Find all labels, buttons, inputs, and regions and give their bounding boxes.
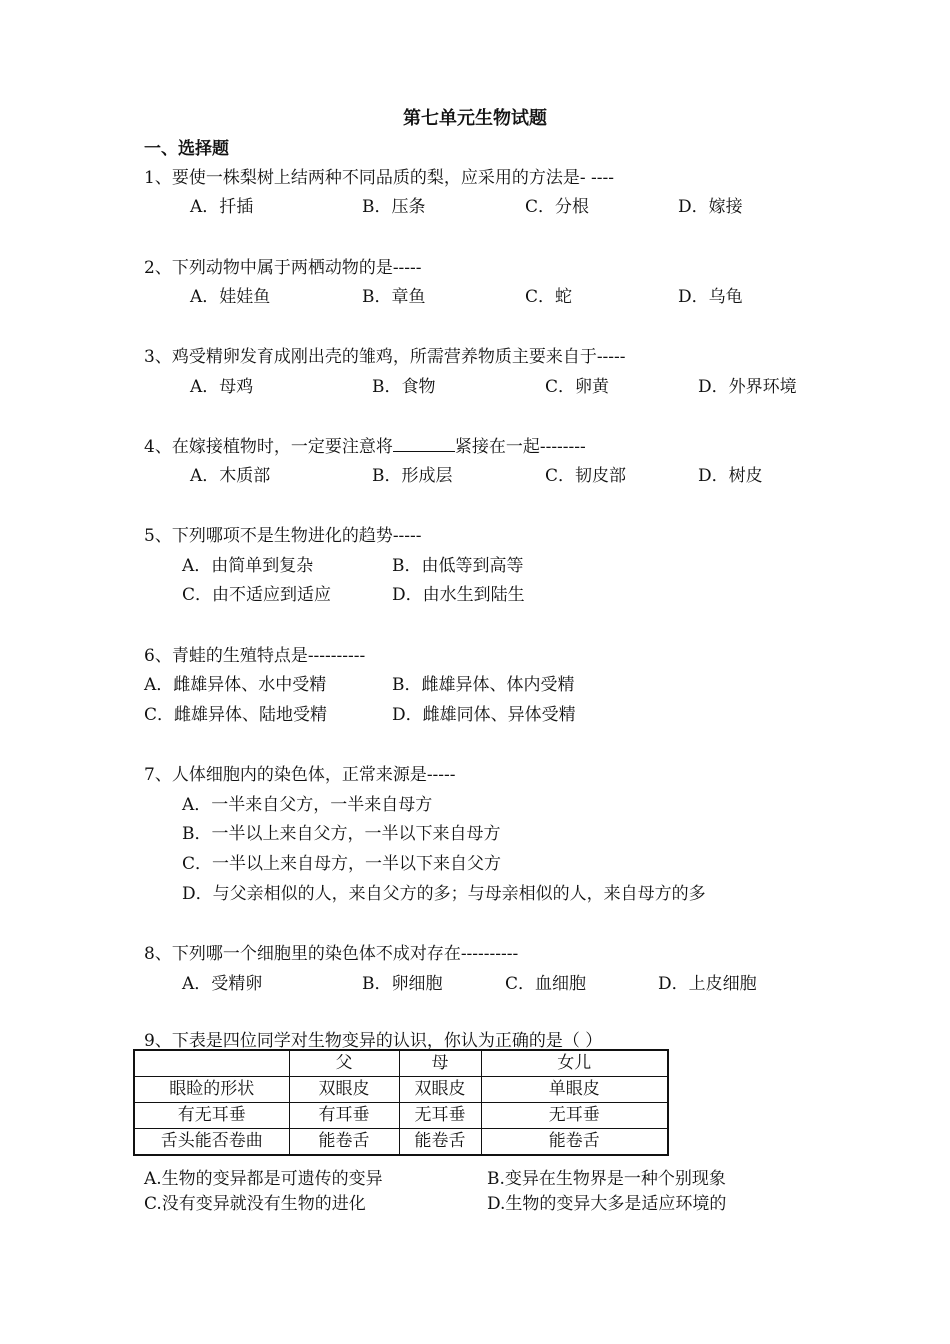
question-3-stem: 3、鸡受精卵发育成刚出壳的雏鸡，所需营养物质主要来自于----- xyxy=(144,347,626,367)
table-cell: 无耳垂 xyxy=(399,1103,481,1129)
question-8-stem: 8、下列哪一个细胞里的染色体不成对存在---------- xyxy=(144,944,519,964)
q9-option-a: A.生物的变异都是可遗传的变异 xyxy=(144,1169,383,1189)
q6-option-c: C．雌雄异体、陆地受精 xyxy=(144,705,328,725)
q4-option-b: B．形成层 xyxy=(372,466,453,486)
q6-option-b: B．雌雄异体、体内受精 xyxy=(392,675,575,695)
q8-option-d: D．上皮细胞 xyxy=(658,974,757,994)
table-row xyxy=(134,1129,668,1156)
q9-option-c: C.没有变异就没有生物的进化 xyxy=(144,1194,366,1214)
question-6-stem: 6、青蛙的生殖特点是---------- xyxy=(144,646,366,666)
q3-option-d: D．外界环境 xyxy=(698,377,797,397)
q4-option-c: C．韧皮部 xyxy=(545,466,627,486)
q7-option-d: D．与父亲相似的人，来自父方的多；与母亲相似的人，来自母方的多 xyxy=(182,884,706,904)
question-4-stem xyxy=(144,432,586,457)
page-title: 第七单元生物试题 xyxy=(403,108,547,129)
q1-option-c: C．分根 xyxy=(525,197,590,217)
table-cell: 眼睑的形状 xyxy=(134,1077,289,1103)
q3-option-a: A．母鸡 xyxy=(190,377,254,397)
q1-option-a: A．扦插 xyxy=(190,197,254,217)
table-header-row xyxy=(134,1050,668,1077)
table-cell: 单眼皮 xyxy=(481,1077,668,1103)
q7-option-a: A．一半来自父方，一半来自母方 xyxy=(182,795,433,815)
table-header-cell: 母 xyxy=(399,1050,481,1077)
answer-blank[interactable] xyxy=(393,437,455,452)
table-cell: 有无耳垂 xyxy=(134,1103,289,1129)
table-cell: 无耳垂 xyxy=(481,1103,668,1129)
q4-stem-part-b: 紧接在一起-------- xyxy=(454,437,586,457)
q4-option-d: D．树皮 xyxy=(698,466,763,486)
q9-option-d: D.生物的变异大多是适应环境的 xyxy=(487,1194,727,1214)
q2-option-d: D．乌龟 xyxy=(678,287,743,307)
q8-option-a: A．受精卵 xyxy=(182,974,263,994)
table-cell: 能卷舌 xyxy=(399,1129,481,1156)
q3-option-b: B．食物 xyxy=(372,377,436,397)
q1-option-b: B．压条 xyxy=(362,197,426,217)
q5-option-d: D．由水生到陆生 xyxy=(392,585,525,605)
table-cell: 有耳垂 xyxy=(289,1103,399,1129)
q5-option-c: C．由不适应到适应 xyxy=(182,585,332,605)
table-header-cell: 父 xyxy=(289,1050,399,1077)
q2-option-a: A．娃娃鱼 xyxy=(190,287,271,307)
question-5-stem: 5、下列哪项不是生物进化的趋势----- xyxy=(144,526,422,546)
q7-option-b: B．一半以上来自父方，一半以下来自母方 xyxy=(182,824,501,844)
q3-option-c: C．卵黄 xyxy=(545,377,610,397)
q2-option-b: B．章鱼 xyxy=(362,287,426,307)
table-header-cell xyxy=(134,1050,289,1077)
question-9-stem: 9、下表是四位同学对生物变异的认识，你认为正确的是（ ） xyxy=(144,1031,603,1051)
table-cell: 能卷舌 xyxy=(289,1129,399,1156)
question-7-stem: 7、人体细胞内的染色体，正常来源是----- xyxy=(144,765,456,785)
q9-option-b: B.变异在生物界是一种个别现象 xyxy=(487,1169,726,1189)
table-header-cell: 女儿 xyxy=(481,1050,668,1077)
table-cell: 双眼皮 xyxy=(289,1077,399,1103)
q5-option-a: A．由简单到复杂 xyxy=(182,556,314,576)
table-cell: 舌头能否卷曲 xyxy=(134,1129,289,1156)
question-1-stem: 1、要使一株梨树上结两种不同品质的梨，应采用的方法是- ---- xyxy=(144,168,614,188)
table-cell: 能卷舌 xyxy=(481,1129,668,1156)
question-2-stem: 2、下列动物中属于两栖动物的是----- xyxy=(144,258,422,278)
q8-option-c: C．血细胞 xyxy=(505,974,587,994)
q5-option-b: B．由低等到高等 xyxy=(392,556,524,576)
q7-option-c: C．一半以上来自母方，一半以下来自父方 xyxy=(182,854,502,874)
traits-table xyxy=(133,1049,669,1156)
table-cell: 双眼皮 xyxy=(399,1077,481,1103)
q4-option-a: A．木质部 xyxy=(190,466,271,486)
q4-stem-part-a: 4、在嫁接植物时，一定要注意将 xyxy=(144,437,393,457)
section-heading: 一、选择题 xyxy=(144,139,229,159)
table-row xyxy=(134,1103,668,1129)
q6-option-a: A．雌雄异体、水中受精 xyxy=(144,675,327,695)
q6-option-d: D．雌雄同体、异体受精 xyxy=(392,705,576,725)
q2-option-c: C．蛇 xyxy=(525,287,573,307)
table-row xyxy=(134,1077,668,1103)
q1-option-d: D．嫁接 xyxy=(678,197,743,217)
q8-option-b: B．卵细胞 xyxy=(362,974,443,994)
